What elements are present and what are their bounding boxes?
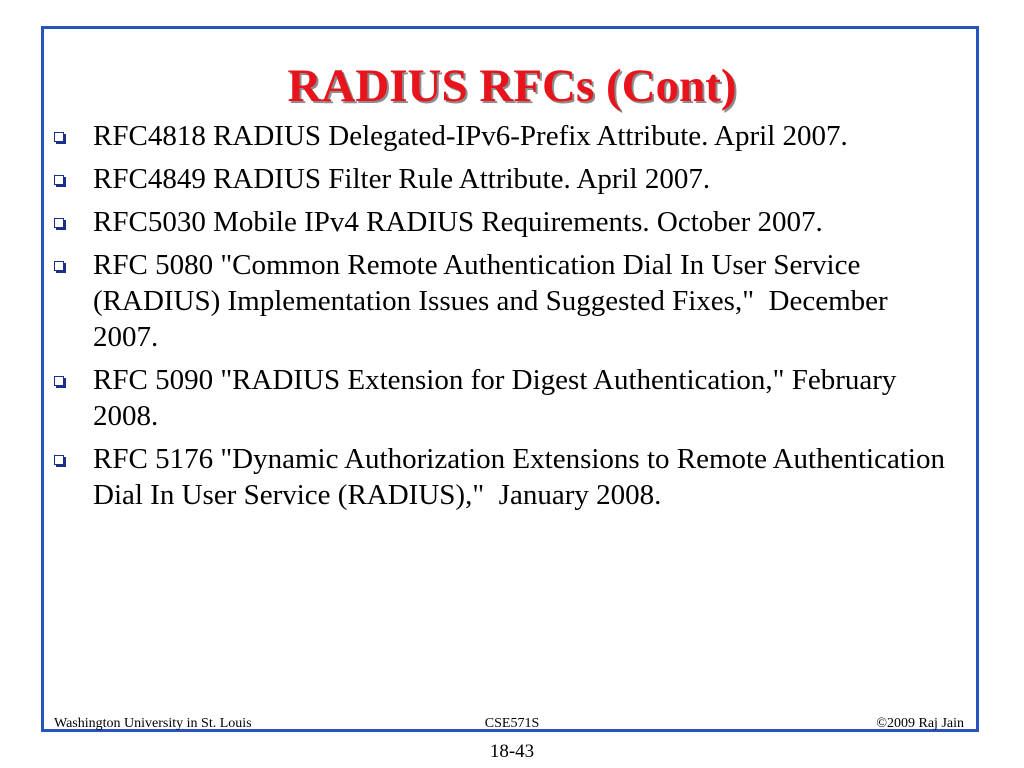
square-bullet-icon: [54, 455, 64, 465]
square-bullet-icon: [54, 218, 64, 228]
bullet-item: [52, 204, 957, 240]
bullet-text: RFC5030 Mobile IPv4 RADIUS Requirements. October 2007.: [93, 206, 823, 238]
bullet-text: RFC 5090 "RADIUS Extension for Digest Authentication," February 2008.: [93, 364, 904, 432]
square-bullet-icon: [54, 175, 64, 185]
bullet-text: RFC4818 RADIUS Delegated-IPv6-Prefix Attribute. April 2007.: [93, 120, 848, 152]
bullet-item: [52, 362, 957, 434]
bullet-text: RFC 5176 "Dynamic Authorization Extensions to Remote Authentication Dial In User Service (RADIUS)," January 2008.: [93, 443, 953, 511]
square-bullet-icon: [54, 376, 64, 386]
slide-title: RADIUS RFCs (Cont): [287, 60, 737, 112]
footer-course: CSE571S: [484, 716, 540, 731]
bullet-list: [52, 118, 957, 520]
bullet-item: [52, 161, 957, 197]
bullet-item: [52, 118, 957, 154]
footer-copyright: ©2009 Raj Jain: [876, 716, 964, 731]
page-number: 18-43: [489, 741, 535, 762]
square-bullet-icon: [54, 261, 64, 271]
bullet-item: [52, 441, 957, 513]
footer-institution: Washington University in St. Louis: [54, 716, 252, 731]
bullet-text: RFC 5080 "Common Remote Authentication Dial In User Service (RADIUS) Implementation Issues and Suggested Fixes," December 2007.: [93, 249, 895, 353]
bullet-text: RFC4849 RADIUS Filter Rule Attribute. April 2007.: [93, 163, 711, 195]
square-bullet-icon: [54, 132, 64, 142]
bullet-item: [52, 247, 957, 355]
